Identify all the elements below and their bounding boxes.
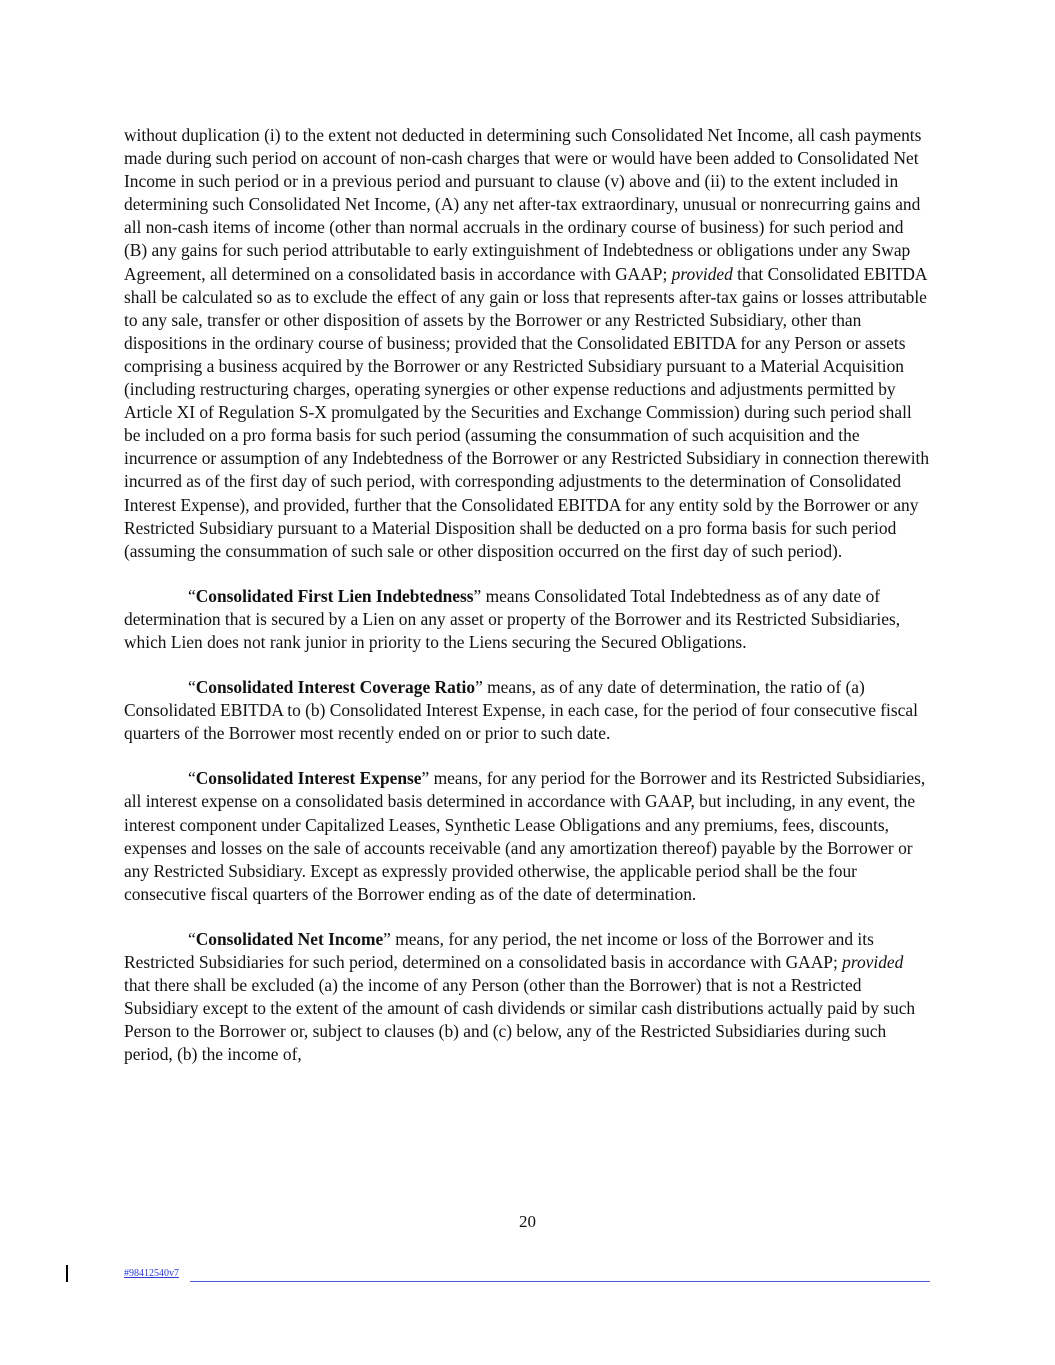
definition-text: that there shall be excluded (a) the income of any Person (other than the Borrower) that is not a Restricted Subsidiary except to the extent of the amount of cash dividends or similar cash distributions actually paid by such Person to the Borrower or, subject to clauses (b) and (c) below, any of the Restricted Subsidiaries during such period, (b) the income of, bbox=[124, 975, 916, 1065]
definition-text: ” means, for any period for the Borrower and its Restricted Subsidiaries, all interest expense on a consolidated basis determined in accordance with GAAP, but including, in any event, the interest component under Capitalized Leases, Synthetic Lease Obligations and any premiums, fees, discounts, expenses and losses on the sale of accounts receivable (and any amortization thereof) payable by the Borrower or any Restricted Subsidiary. Except as expressly provided otherwise, the applicable period shall be the four consecutive fiscal quarters of the Borrower ending as of the date of determination. bbox=[124, 768, 926, 904]
definition-consolidated-interest-expense bbox=[124, 767, 930, 906]
open-quote: “ bbox=[188, 928, 196, 949]
definition-consolidated-first-lien-indebtedness bbox=[124, 585, 930, 654]
open-quote: “ bbox=[188, 677, 196, 698]
paragraph-continuation bbox=[124, 124, 930, 563]
document-body bbox=[124, 124, 930, 1088]
page-number: 20 bbox=[519, 1212, 536, 1231]
defined-term: Consolidated Interest Coverage Ratio bbox=[195, 677, 476, 698]
paragraph-text: that Consolidated EBITDA shall be calculated so as to exclude the effect of any gain or loss that represents after-tax gains or losses attributable to any sale, transfer or other disposition of assets by the Borrower or any Restricted Subsidiary, other than dispositions in the ordinary course of business; provided that the Consolidated EBITDA for any Person or assets comprising a business acquired by the Borrower or any Restricted Subsidiary pursuant to a Material Acquisition (including restructuring charges, operating synergies or other expense reductions and adjustments permitted by Article XI of Regulation S-X promulgated by the Securities and Exchange Commission) during such period shall be included on a pro forma basis for such period (assuming the consummation of such acquisition and the incurrence or assumption of any Indebtedness of the Borrower or any Restricted Subsidiary in connection therewith incurred as of the first day of such period, with corresponding adjustments to the determination of Consolidated Interest Expense), and provided, further that the Consolidated EBITDA for any entity sold by the Borrower or any Restricted Subsidiary pursuant to a Material Disposition shall be deducted on a pro forma basis for such period (assuming the consummation of such sale or other disposition occurred on the first day of such period). bbox=[124, 263, 930, 561]
defined-term: Consolidated Interest Expense bbox=[195, 768, 422, 789]
footer-rule bbox=[190, 1281, 930, 1282]
defined-term: Consolidated Net Income bbox=[195, 928, 384, 949]
italic-provided: provided bbox=[842, 952, 904, 972]
definition-text: ” means, as of any date of determination, the ratio of (a) Consolidated EBITDA to (b) Consolidated Interest Expense, in each case, for the period of four consecutive fiscal quarters of the Borrower most recently ended on or prior to such date. bbox=[124, 677, 918, 744]
paragraph-text: without duplication (i) to the extent not deducted in determining such Consolidated Net Income, all cash payments made during such period on account of non-cash charges that were or would have been added to Consolidated Net Income in such period or in a previous period and pursuant to clause (v) above and (ii) to the extent included in determining such Consolidated Net Income, (A) any net after-tax extraordinary, unusual or nonrecurring gains and all non-cash items of income (other than normal accruals in the ordinary course of business) for such period and (B) any gains for such period attributable to early extinguishment of Indebtedness or obligations under any Swap Agreement, all determined on a consolidated basis in accordance with GAAP; bbox=[124, 125, 922, 284]
document-id-footer: #98412540v7 bbox=[124, 1268, 179, 1279]
open-quote: “ bbox=[188, 585, 196, 606]
definition-consolidated-interest-coverage-ratio bbox=[124, 676, 930, 745]
definition-text: ” means Consolidated Total Indebtedness as of any date of determination that is secured by a Lien on any asset or property of the Borrower and its Restricted Subsidiaries, which Lien does not rank junior in priority to the Liens securing the Secured Obligations. bbox=[124, 585, 901, 652]
defined-term: Consolidated First Lien Indebtedness bbox=[195, 585, 474, 606]
open-quote: “ bbox=[188, 768, 196, 789]
definition-consolidated-net-income bbox=[124, 928, 930, 1067]
definition-text: ” means, for any period, the net income or loss of the Borrower and its Restricted Subsidiaries for such period, determined on a consolidated basis in accordance with GAAP; bbox=[124, 928, 874, 972]
italic-provided: provided bbox=[671, 263, 733, 284]
change-bar bbox=[66, 1265, 68, 1282]
